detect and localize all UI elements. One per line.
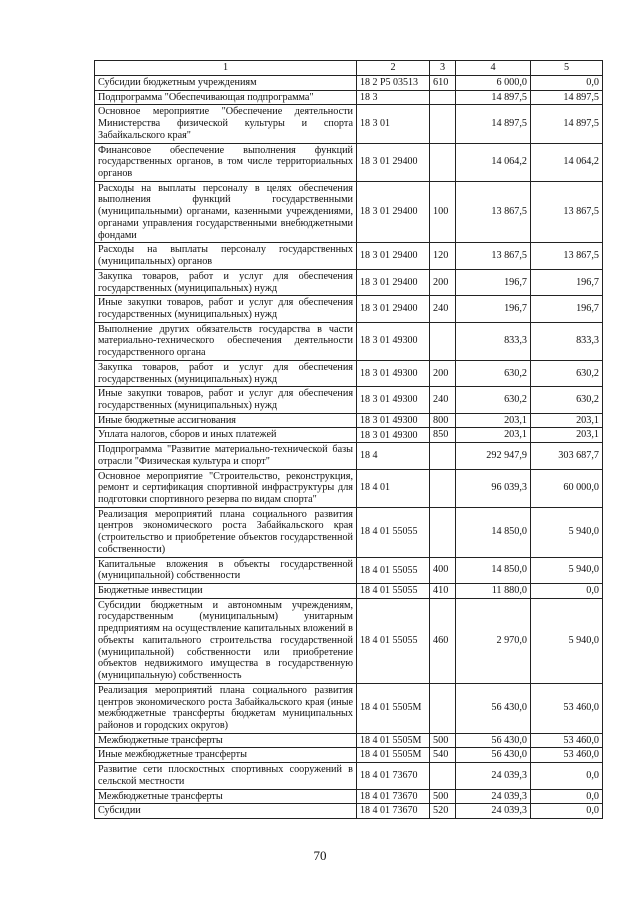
table-row: [95, 598, 603, 683]
table-row: [95, 789, 603, 804]
row-name-cell: Закупка товаров, работ и услуг для обеспечения государственных (муниципальных) нужд: [95, 269, 357, 295]
row-name-cell: Реализация мероприятий плана социального развития центров экономического роста Забайкальского края (иные межбюджетные трансферты бюджетам муниципальных районов и городских округов): [95, 683, 357, 733]
table-row: [95, 76, 603, 91]
row-value-col4-cell: 6 000,0: [456, 76, 531, 91]
row-value-col4-cell: 24 039,3: [456, 789, 531, 804]
row-value-col5-cell: 0,0: [531, 584, 603, 599]
row-name-cell: Уплата налогов, сборов и иных платежей: [95, 428, 357, 443]
row-code-cell: 18 2 P5 03513: [357, 76, 430, 91]
row-expense-type-cell: 800: [430, 413, 456, 428]
row-expense-type-cell: [430, 507, 456, 557]
row-value-col4-cell: 14 850,0: [456, 507, 531, 557]
row-value-col5-cell: 5 940,0: [531, 507, 603, 557]
row-expense-type-cell: 500: [430, 733, 456, 748]
row-name-cell: Капитальные вложения в объекты государственной (муниципальной) собственности: [95, 557, 357, 583]
row-code-cell: 18 3 01 49300: [357, 387, 430, 413]
row-value-col5-cell: 13 867,5: [531, 181, 603, 243]
page-number: 70: [313, 848, 327, 863]
row-value-col5-cell: 196,7: [531, 269, 603, 295]
row-name-cell: Расходы на выплаты персоналу государственных (муниципальных) органов: [95, 243, 357, 269]
row-name-cell: Субсидии: [95, 804, 357, 819]
column-header-4: 4: [456, 61, 531, 76]
table-row: [95, 763, 603, 789]
table-row: [95, 748, 603, 763]
row-value-col4-cell: 2 970,0: [456, 598, 531, 683]
row-name-cell: Закупка товаров, работ и услуг для обеспечения государственных (муниципальных) нужд: [95, 360, 357, 386]
row-code-cell: 18 3 01 49300: [357, 322, 430, 360]
table-row: [95, 143, 603, 181]
column-header-1: 1: [95, 61, 357, 76]
row-value-col5-cell: 0,0: [531, 76, 603, 91]
row-expense-type-cell: 240: [430, 296, 456, 322]
row-code-cell: 18 4 01 55055: [357, 507, 430, 557]
table-row: [95, 733, 603, 748]
row-value-col5-cell: 14 897,5: [531, 90, 603, 105]
row-expense-type-cell: 120: [430, 243, 456, 269]
row-value-col4-cell: 14 897,5: [456, 90, 531, 105]
table-row: [95, 105, 603, 143]
column-header-5: 5: [531, 61, 603, 76]
table-row: [95, 584, 603, 599]
row-code-cell: 18 4 01 5505М: [357, 683, 430, 733]
row-value-col4-cell: 196,7: [456, 269, 531, 295]
row-expense-type-cell: [430, 469, 456, 507]
row-value-col4-cell: 203,1: [456, 428, 531, 443]
table-row: [95, 360, 603, 386]
row-code-cell: 18 4 01 73670: [357, 763, 430, 789]
row-expense-type-cell: 460: [430, 598, 456, 683]
table-row: [95, 181, 603, 243]
row-name-cell: Развитие сети плоскостных спортивных сооружений в сельской местности: [95, 763, 357, 789]
row-name-cell: Субсидии бюджетным и автономным учреждениям, государственным (муниципальным) унитарным предприятиям на осуществление капитальных вложений в объекты капитального строительства государственной (муниципальной) собственности или приобретение объектов недвижимого имущества в государственную (муниципальную) собственность: [95, 598, 357, 683]
row-code-cell: 18 4 01: [357, 469, 430, 507]
table-row: [95, 683, 603, 733]
row-value-col5-cell: 14 064,2: [531, 143, 603, 181]
row-code-cell: 18 3 01 29400: [357, 243, 430, 269]
table-header-row: [95, 61, 603, 76]
row-value-col5-cell: 5 940,0: [531, 557, 603, 583]
row-expense-type-cell: 240: [430, 387, 456, 413]
row-value-col5-cell: 0,0: [531, 763, 603, 789]
column-header-2: 2: [357, 61, 430, 76]
row-value-col5-cell: 0,0: [531, 804, 603, 819]
row-expense-type-cell: [430, 763, 456, 789]
row-code-cell: 18 4 01 5505М: [357, 733, 430, 748]
row-expense-type-cell: 200: [430, 269, 456, 295]
row-expense-type-cell: [430, 322, 456, 360]
row-expense-type-cell: 200: [430, 360, 456, 386]
row-value-col5-cell: 0,0: [531, 789, 603, 804]
row-code-cell: 18 4: [357, 443, 430, 469]
row-value-col4-cell: 24 039,3: [456, 804, 531, 819]
row-value-col4-cell: 14 064,2: [456, 143, 531, 181]
row-name-cell: Подпрограмма "Обеспечивающая подпрограмма": [95, 90, 357, 105]
row-code-cell: 18 3 01 29400: [357, 181, 430, 243]
row-code-cell: 18 4 01 55055: [357, 598, 430, 683]
table-row: [95, 387, 603, 413]
row-code-cell: 18 4 01 55055: [357, 557, 430, 583]
row-value-col5-cell: 203,1: [531, 428, 603, 443]
row-expense-type-cell: 520: [430, 804, 456, 819]
row-code-cell: 18 3 01: [357, 105, 430, 143]
row-code-cell: 18 3 01 49300: [357, 360, 430, 386]
row-expense-type-cell: 850: [430, 428, 456, 443]
table-row: [95, 413, 603, 428]
row-expense-type-cell: 410: [430, 584, 456, 599]
row-value-col4-cell: 56 430,0: [456, 733, 531, 748]
row-code-cell: 18 4 01 5505М: [357, 748, 430, 763]
row-value-col5-cell: 53 460,0: [531, 748, 603, 763]
row-code-cell: 18 3 01 49300: [357, 428, 430, 443]
row-value-col5-cell: 203,1: [531, 413, 603, 428]
row-code-cell: 18 3 01 29400: [357, 143, 430, 181]
row-value-col4-cell: 14 897,5: [456, 105, 531, 143]
row-expense-type-cell: 540: [430, 748, 456, 763]
table-row: [95, 469, 603, 507]
column-header-3: 3: [430, 61, 456, 76]
row-name-cell: Подпрограмма "Развитие материально-технической базы отрасли "Физическая культура и спорт": [95, 443, 357, 469]
row-name-cell: Финансовое обеспечение выполнения функций государственных органов, в том числе территориальных органов: [95, 143, 357, 181]
row-expense-type-cell: [430, 143, 456, 181]
row-name-cell: Расходы на выплаты персоналу в целях обеспечения выполнения функций государственными (муниципальными) органами, казенными учреждениями, органами управления государственными внебюджетными фондами: [95, 181, 357, 243]
row-code-cell: 18 4 01 55055: [357, 584, 430, 599]
row-value-col4-cell: 630,2: [456, 360, 531, 386]
table-row: [95, 443, 603, 469]
row-expense-type-cell: 610: [430, 76, 456, 91]
row-code-cell: 18 3 01 29400: [357, 269, 430, 295]
table-row: [95, 90, 603, 105]
table-row: [95, 507, 603, 557]
row-value-col5-cell: 5 940,0: [531, 598, 603, 683]
row-code-cell: 18 3 01 29400: [357, 296, 430, 322]
row-code-cell: 18 3 01 49300: [357, 413, 430, 428]
row-expense-type-cell: 100: [430, 181, 456, 243]
row-name-cell: Выполнение других обязательств государства в части материально-технического обеспечения деятельности государственного органа: [95, 322, 357, 360]
row-name-cell: Основное мероприятие "Строительство, реконструкция, ремонт и сертификация спортивной инфраструктуры для подготовки спортивного резерва по видам спорта": [95, 469, 357, 507]
row-name-cell: Реализация мероприятий плана социального развития центров экономического роста Забайкальского края (строительство и приобретение объектов государственной собственности): [95, 507, 357, 557]
row-name-cell: Основное мероприятие "Обеспечение деятельности Министерства физической культуры и спорта Забайкальского края": [95, 105, 357, 143]
row-value-col5-cell: 196,7: [531, 296, 603, 322]
row-value-col4-cell: 13 867,5: [456, 181, 531, 243]
row-expense-type-cell: [430, 443, 456, 469]
row-value-col4-cell: 196,7: [456, 296, 531, 322]
budget-table: [94, 60, 603, 819]
row-value-col5-cell: 60 000,0: [531, 469, 603, 507]
table-row: [95, 296, 603, 322]
row-value-col5-cell: 53 460,0: [531, 733, 603, 748]
row-value-col4-cell: 630,2: [456, 387, 531, 413]
table-row: [95, 428, 603, 443]
row-name-cell: Межбюджетные трансферты: [95, 789, 357, 804]
row-expense-type-cell: [430, 105, 456, 143]
table-body: [95, 76, 603, 819]
row-value-col4-cell: 56 430,0: [456, 748, 531, 763]
row-expense-type-cell: 400: [430, 557, 456, 583]
row-value-col4-cell: 56 430,0: [456, 683, 531, 733]
table-row: [95, 243, 603, 269]
row-value-col4-cell: 833,3: [456, 322, 531, 360]
row-value-col5-cell: 833,3: [531, 322, 603, 360]
row-value-col5-cell: 303 687,7: [531, 443, 603, 469]
row-name-cell: Иные закупки товаров, работ и услуг для обеспечения государственных (муниципальных) нужд: [95, 296, 357, 322]
table-row: [95, 269, 603, 295]
row-value-col5-cell: 14 897,5: [531, 105, 603, 143]
row-value-col4-cell: 203,1: [456, 413, 531, 428]
row-value-col4-cell: 24 039,3: [456, 763, 531, 789]
row-expense-type-cell: 500: [430, 789, 456, 804]
row-value-col4-cell: 13 867,5: [456, 243, 531, 269]
table-row: [95, 804, 603, 819]
row-value-col5-cell: 53 460,0: [531, 683, 603, 733]
row-name-cell: Иные бюджетные ассигнования: [95, 413, 357, 428]
row-name-cell: Бюджетные инвестиции: [95, 584, 357, 599]
row-name-cell: Межбюджетные трансферты: [95, 733, 357, 748]
row-code-cell: 18 4 01 73670: [357, 789, 430, 804]
row-value-col4-cell: 96 039,3: [456, 469, 531, 507]
row-value-col5-cell: 13 867,5: [531, 243, 603, 269]
row-expense-type-cell: [430, 90, 456, 105]
row-expense-type-cell: [430, 683, 456, 733]
row-name-cell: Иные межбюджетные трансферты: [95, 748, 357, 763]
row-value-col4-cell: 14 850,0: [456, 557, 531, 583]
row-value-col5-cell: 630,2: [531, 360, 603, 386]
row-code-cell: 18 3: [357, 90, 430, 105]
row-value-col5-cell: 630,2: [531, 387, 603, 413]
row-value-col4-cell: 11 880,0: [456, 584, 531, 599]
row-code-cell: 18 4 01 73670: [357, 804, 430, 819]
row-name-cell: Иные закупки товаров, работ и услуг для обеспечения государственных (муниципальных) нужд: [95, 387, 357, 413]
table-row: [95, 322, 603, 360]
row-name-cell: Субсидии бюджетным учреждениям: [95, 76, 357, 91]
table-row: [95, 557, 603, 583]
row-value-col4-cell: 292 947,9: [456, 443, 531, 469]
